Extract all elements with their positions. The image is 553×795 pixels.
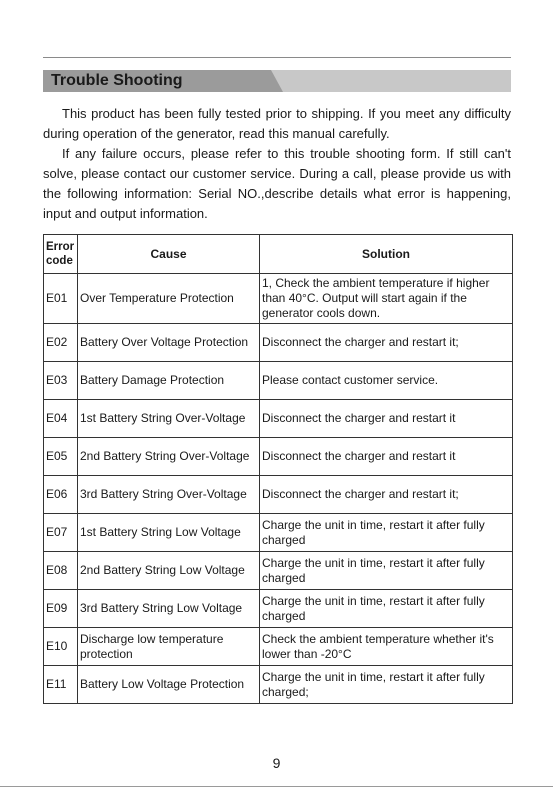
bottom-rule xyxy=(0,786,553,787)
intro-text xyxy=(43,104,511,224)
section-title: Trouble Shooting xyxy=(51,72,183,89)
error-code-cell: E02 xyxy=(44,324,78,362)
page-number: 9 xyxy=(272,755,281,771)
cause-cell: Battery Damage Protection xyxy=(78,362,260,400)
solution-cell: Charge the unit in time, restart it after fully charged xyxy=(260,590,513,628)
error-code-cell: E01 xyxy=(44,274,78,324)
cause-cell: 2nd Battery String Over-Voltage xyxy=(78,438,260,476)
cause-cell: 3rd Battery String Over-Voltage xyxy=(78,476,260,514)
cause-cell: Discharge low temperature protection xyxy=(78,628,260,666)
solution-cell: Please contact customer service. xyxy=(260,362,513,400)
solution-cell: 1, Check the ambient temperature if higher than 40°C. Output will start again if the generator cools down. xyxy=(260,274,513,324)
cause-cell: Battery Low Voltage Protection xyxy=(78,666,260,704)
table-row xyxy=(44,628,513,666)
table-row xyxy=(44,590,513,628)
solution-cell: Disconnect the charger and restart it xyxy=(260,400,513,438)
header-solution: Solution xyxy=(260,235,513,274)
cause-cell: 1st Battery String Over-Voltage xyxy=(78,400,260,438)
error-code-cell: E05 xyxy=(44,438,78,476)
table-row xyxy=(44,666,513,704)
header-error-code: Error code xyxy=(44,235,78,274)
table-row xyxy=(44,476,513,514)
solution-cell: Check the ambient temperature whether it's lower than -20°C xyxy=(260,628,513,666)
table-row xyxy=(44,362,513,400)
table-header-row xyxy=(44,235,513,274)
cause-cell: 1st Battery String Low Voltage xyxy=(78,514,260,552)
trouble-shooting-table xyxy=(43,234,513,704)
error-code-cell: E09 xyxy=(44,590,78,628)
section-header xyxy=(43,70,511,92)
cause-cell: 2nd Battery String Low Voltage xyxy=(78,552,260,590)
table-row xyxy=(44,438,513,476)
top-rule xyxy=(43,57,511,58)
error-code-cell: E10 xyxy=(44,628,78,666)
solution-cell: Disconnect the charger and restart it xyxy=(260,438,513,476)
table-row xyxy=(44,274,513,324)
error-code-cell: E03 xyxy=(44,362,78,400)
error-code-cell: E04 xyxy=(44,400,78,438)
error-code-cell: E08 xyxy=(44,552,78,590)
solution-cell: Disconnect the charger and restart it; xyxy=(260,476,513,514)
table-row xyxy=(44,400,513,438)
intro-paragraph-1: This product has been fully tested prior to shipping. If you meet any difficulty during operation of the generator, read this manual carefully. xyxy=(43,106,511,141)
table-row xyxy=(44,552,513,590)
cause-cell: 3rd Battery String Low Voltage xyxy=(78,590,260,628)
error-code-cell: E11 xyxy=(44,666,78,704)
error-code-cell: E06 xyxy=(44,476,78,514)
solution-cell: Disconnect the charger and restart it; xyxy=(260,324,513,362)
table-row xyxy=(44,324,513,362)
solution-cell: Charge the unit in time, restart it after fully charged xyxy=(260,514,513,552)
cause-cell: Battery Over Voltage Protection xyxy=(78,324,260,362)
header-cause: Cause xyxy=(78,235,260,274)
intro-paragraph-2: If any failure occurs, please refer to this trouble shooting form. If still can't solve, please contact our customer service. During a call, please provide us with the following information: Serial NO.,describe details what error is happening, input and output information. xyxy=(43,146,511,221)
table-row xyxy=(44,514,513,552)
solution-cell: Charge the unit in time, restart it after fully charged xyxy=(260,552,513,590)
cause-cell: Over Temperature Protection xyxy=(78,274,260,324)
solution-cell: Charge the unit in time, restart it after fully charged; xyxy=(260,666,513,704)
error-code-cell: E07 xyxy=(44,514,78,552)
